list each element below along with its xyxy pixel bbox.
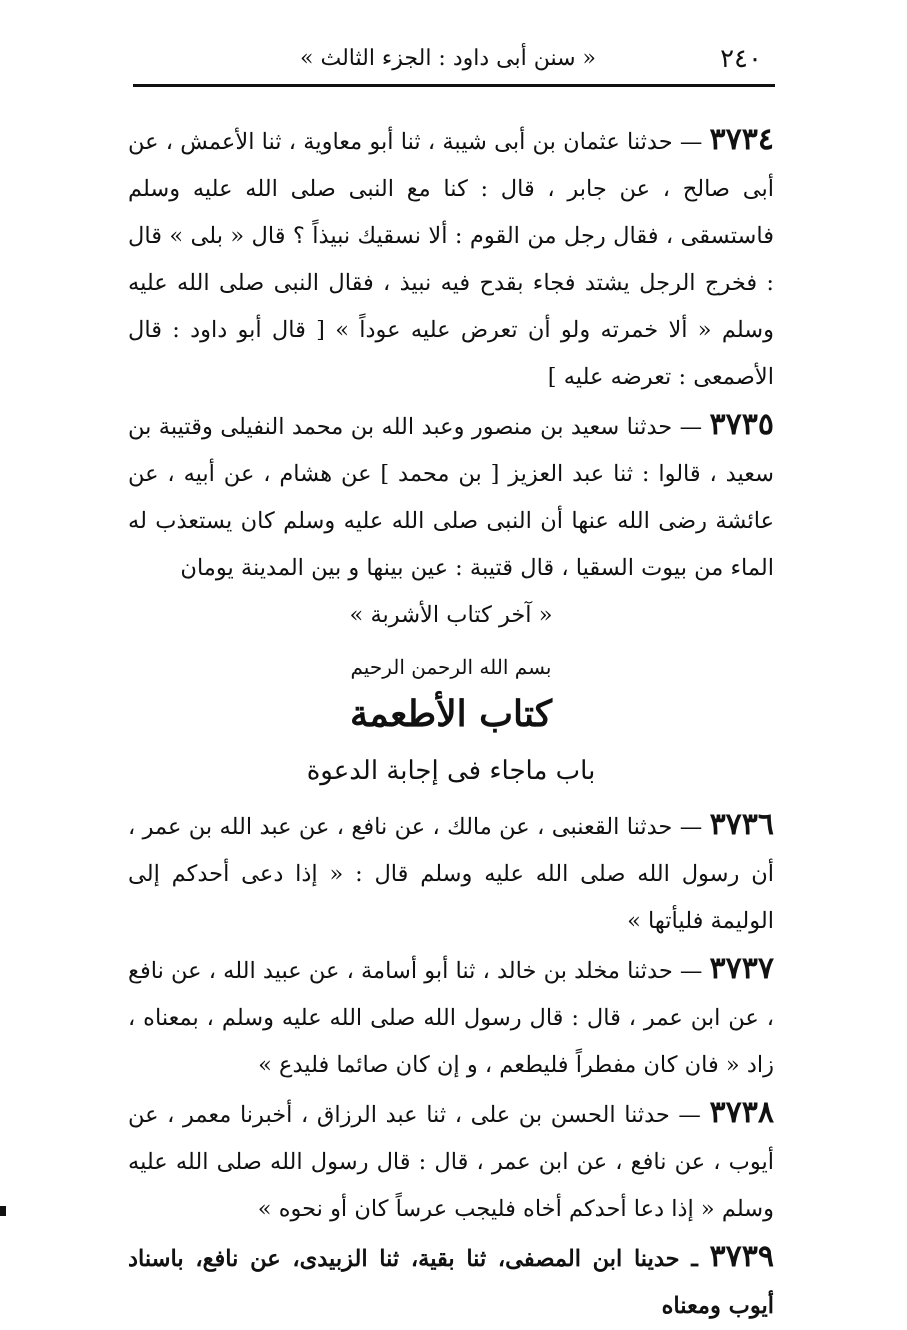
book-title: كتاب الأطعمة bbox=[349, 693, 553, 735]
hadith-number: ٣٧٣٧ bbox=[709, 951, 774, 986]
hadith-number: ٣٧٣٨ bbox=[709, 1095, 774, 1130]
chapter-title: باب ماجاء فى إجابة الدعوة bbox=[306, 756, 596, 786]
hadith-text: — حدثنا القعنبى ، عن مالك ، عن نافع ، عن عبد الله بن عمر ، أن رسول الله صلى الله عليه وسلم قال : « إذا دعى أحدكم إلى الوليمة فليأتها » bbox=[128, 814, 774, 934]
hadith-number: ٣٧٣٥ bbox=[709, 407, 774, 442]
scan-mark bbox=[0, 1206, 6, 1216]
page-body bbox=[128, 116, 774, 1330]
hadith-3735 bbox=[128, 401, 774, 592]
hadith-3738 bbox=[128, 1089, 774, 1233]
hadith-3737 bbox=[128, 945, 774, 1089]
hadith-number: ٣٧٣٤ bbox=[709, 122, 774, 157]
running-title: « سنن أبى داود : الجزء الثالث » bbox=[300, 46, 596, 71]
end-of-book-note: « آخر كتاب الأشربة » bbox=[349, 602, 553, 628]
header-rule bbox=[133, 84, 775, 87]
hadith-number: ٣٧٣٦ bbox=[709, 807, 775, 842]
hadith-text: — حدثنا عثمان بن أبى شيبة ، ثنا أبو معاوية ، ثنا الأعمش ، عن أبى صالح ، عن جابر ، قال : كنا مع النبى صلى الله عليه وسلم فاستسقى ، فقال رجل من القوم : ألا نسقيك نبيذاً ؟ قال « بلى » قال : فخرج الرجل يشتد فجاء بقدح فيه نبيذ ، فقال النبى صلى الله عليه وسلم « ألا خمرته ولو أن تعرض عليه عوداً » [ قال أبو داود : قال الأصمعى : تعرضه عليه ] bbox=[128, 129, 774, 390]
hadith-number: ٣٧٣٩ bbox=[709, 1239, 774, 1274]
page-number: ٢٤٠ bbox=[720, 44, 762, 74]
hadith-3739 bbox=[128, 1233, 774, 1330]
hadith-text: — حدثنا مخلد بن خالد ، ثنا أبو أسامة ، عن عبيد الله ، عن نافع ، عن ابن عمر ، قال : قال رسول الله صلى الله عليه وسلم ، بمعناه ، زاد « فان كان مفطراً فليطعم ، و إن كان صائما فليدع » bbox=[128, 958, 774, 1078]
hadith-text: — حدثنا سعيد بن منصور وعبد الله بن محمد النفيلى وقتيبة بن سعيد ، قالوا : ثنا عبد العزيز [ بن محمد ] عن هشام ، عن أبيه ، عن عائشة رضى الله عنها أن النبى صلى الله عليه وسلم كان يستعذب له الماء من بيوت السقيا ، قال قتيبة : عين بينها و بين المدينة يومان bbox=[128, 414, 774, 581]
hadith-text: ـ حدينا ابن المصفى، ثنا بقية، ثنا الزبيدى، عن نافع، باسناد أيوب ومعناه bbox=[128, 1246, 774, 1319]
page-header bbox=[128, 42, 768, 80]
hadith-text: — حدثنا الحسن بن على ، ثنا عبد الرزاق ، أخبرنا معمر ، عن أيوب ، عن نافع ، عن ابن عمر ، قال : قال رسول الله صلى الله عليه وسلم « إذا دعا أحدكم أخاه فليجب عرساً كان أو نحوه » bbox=[128, 1102, 774, 1222]
hadith-3734 bbox=[128, 116, 774, 401]
basmala: بسم الله الرحمن الرحيم bbox=[350, 655, 552, 679]
hadith-3736 bbox=[128, 801, 774, 945]
